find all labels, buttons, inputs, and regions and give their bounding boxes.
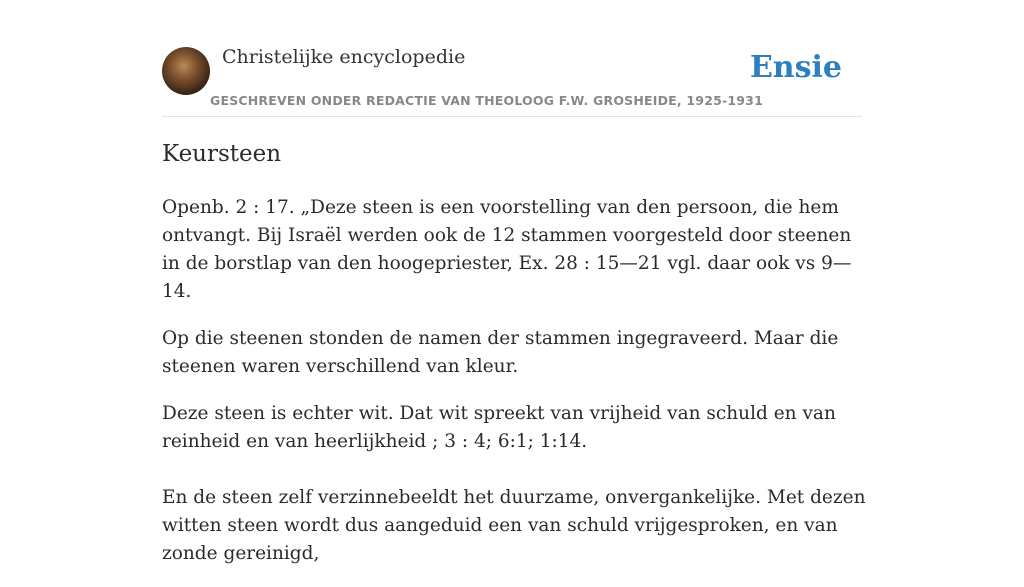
article-paragraph: Openb. 2 : 17. „Deze steen is een voorstelling van den persoon, die hem ontvangt. Bij Israël werden ook de 12 stammen voorgesteld door steenen in de borstlap van den hoogepriester, Ex. 28 : 15—21 vgl. daar ook vs 9—14. <box>162 197 852 302</box>
article-title: Keursteen <box>162 141 282 167</box>
article-paragraph: Op die steenen stonden de namen der stammen ingegraveerd. Maar die steenen waren verschillend van kleur. <box>162 328 839 377</box>
encyclopedia-avatar[interactable] <box>162 47 210 95</box>
site-subtitle: GESCHREVEN ONDER REDACTIE VAN THEOLOOG F.W. GROSHEIDE, 1925-1931 <box>210 93 763 108</box>
article <box>162 140 867 587</box>
article-paragraph: En de steen zelf verzinnebeeldt het duurzame, onvergankelijke. Met dezen witten steen wordt dus aangeduid een van schuld vrijgesproken, en van zonde gereinigd, <box>162 487 866 564</box>
ensie-logo-link[interactable]: Ensie <box>749 50 842 85</box>
site-title[interactable]: Christelijke encyclopedie <box>222 46 466 68</box>
article-paragraph: Deze steen is echter wit. Dat wit spreekt van vrijheid van schuld en van reinheid en van heerlijkheid ; 3 : 4; 6:1; 1:14. <box>162 403 836 452</box>
site-header <box>162 46 862 117</box>
